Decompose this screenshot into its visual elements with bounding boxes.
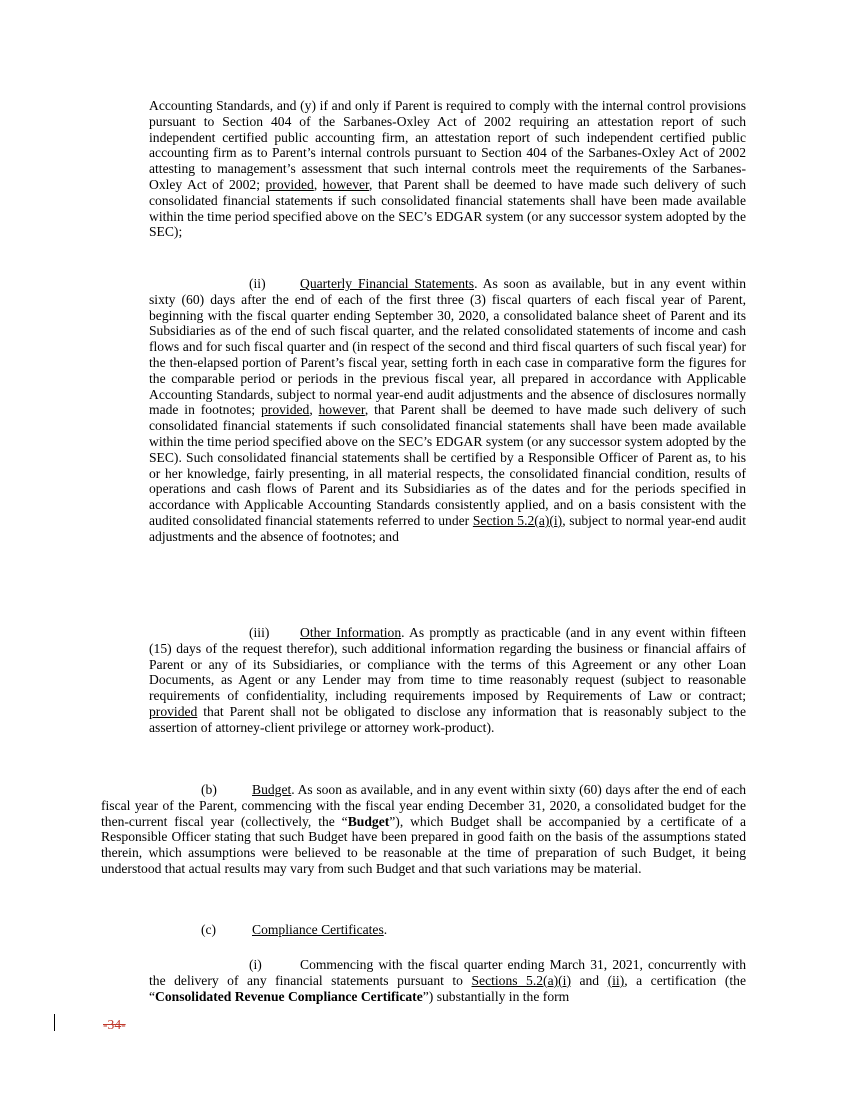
defined-term: Consolidated Revenue Compliance Certificate <box>155 988 423 1004</box>
paragraph-annual-continued: Accounting Standards, and (y) if and only if Parent is required to comply with the internal control provisions pursuant to Section 404 of the Sarbanes-Oxley Act of 2002 requiring an attestation report of such independent certified public accounting firm, an attestation report of such independent certified public accounting firm as to Parent’s internal controls pursuant to Section 404 of the Sarbanes-Oxley Act of 2002 attesting to management’s assessment that such internal controls meet the requirements of the Sarbanes-Oxley Act of 2002; provided, however, that Parent shall be deemed to have made such delivery of such consolidated financial statements if such consolidated financial statements shall have been made available within the time period specified above on the SEC’s EDGAR system (or any successor system adopted by the SEC); <box>149 98 747 240</box>
clause-heading: Compliance Certificates <box>252 922 384 937</box>
page-number: -34- <box>103 1017 126 1032</box>
paragraph-quarterly-financial-statements: (ii) Quarterly Financial Statements. As soon as available, but in any event within sixty (60) days after the end of each of the first three (3) fiscal quarters of each fiscal year of Parent, beginning with the fiscal quarter ending September 30, 2020, a consolidated balance sheet of Parent and its Subsidiaries as of the end of such fiscal quarter, and the related consolidated statements of income and cash flows and for such fiscal quarter and (in respect of the second and third fiscal quarters of such fiscal year) for the then-elapsed portion of Parent’s fiscal year, setting forth in each case in comparative form the figures for the comparable period or periods in the previous fiscal year, all prepared in accordance with Applicable Accounting Standards, subject to normal year-end audit adjustments and the absence of disclosures normally made in footnotes; provided, however, that Parent shall be deemed to have made such delivery of such consolidated financial statements if such consolidated financial statements shall have been made available within the time period specified above on the SEC’s EDGAR system (or any successor system adopted by the SEC). Such consolidated financial statements shall be certified by a Responsible Officer of Parent as, to his or her knowledge, fairly presenting, in all material respects, the consolidated financial condition, results of operations and cash flows of Parent and its Subsidiaries as of the dates and for the periods specified in accordance with Applicable Accounting Standards consistently applied, and on a basis consistent with the audited consolidated financial statements referred to under Section 5.2(a)(i), subject to normal year-end audit adjustments and the absence of footnotes; and <box>149 276 747 544</box>
section-reference: Section 5.2(a)(i) <box>472 512 563 528</box>
paragraph-budget: (b) Budget. As soon as available, and in any event within sixty (60) days after the end of each fiscal year of the Parent, commencing with the fiscal year ending December 31, 2020, a consolidated budget for the then-current fiscal year (collectively, the “Budget”), which Budget shall be accompanied by a certificate of a Responsible Officer stating that such Budget have been prepared in good faith on the basis of the assumptions stated therein, which assumptions were believed to be reasonable at the time of preparation of such Budget, it being understood that actual results may vary from such Budget and that such variations may be material. <box>101 782 746 876</box>
defined-term: Budget <box>347 813 390 829</box>
however-term: however <box>322 176 370 192</box>
paragraph-compliance-certificates: (c) Compliance Certificates. <box>201 922 388 937</box>
clause-heading: Other Information <box>300 625 402 640</box>
change-bar <box>54 1014 55 1031</box>
clause-number: (iii) <box>249 625 270 640</box>
clause-number: (ii) <box>249 276 266 291</box>
provided-term: provided <box>261 402 310 418</box>
section-reference: Sections 5.2(a)(i) <box>471 972 571 988</box>
clause-number: (b) <box>201 782 217 797</box>
clause-heading: Budget <box>252 782 292 797</box>
however-term: however <box>318 402 365 418</box>
paragraph-other-information: (iii) Other Information. As promptly as practicable (and in any event within fifteen (15) days of the request therefor), such additional information regarding the business or financial affairs of Parent or any of its Subsidiaries, or compliance with the terms of this Agreement or any other Loan Documents, as Agent or any Lender may from time to time reasonably request (subject to reasonable requirements of confidentiality, including requirements imposed by Requirements of Law or contract; provided that Parent shall not be obligated to disclose any information that is reasonably subject to the assertion of attorney-client privilege or attorney work-product). <box>149 625 747 735</box>
clause-number: (i) <box>249 957 262 972</box>
section-reference: (ii) <box>607 972 625 988</box>
clause-number: (c) <box>201 922 217 937</box>
provided-term: provided <box>265 176 314 192</box>
clause-heading: Quarterly Financial Statements <box>300 276 475 291</box>
paragraph-revenue-certificate: (i) Commencing with the fiscal quarter ending March 31, 2021, concurrently with the delivery of any financial statements pursuant to Sections 5.2(a)(i) and (ii), a certification (the “Consolidated Revenue Compliance Certificate”) substantially in the form <box>149 957 746 1004</box>
provided-term: provided <box>149 703 198 719</box>
